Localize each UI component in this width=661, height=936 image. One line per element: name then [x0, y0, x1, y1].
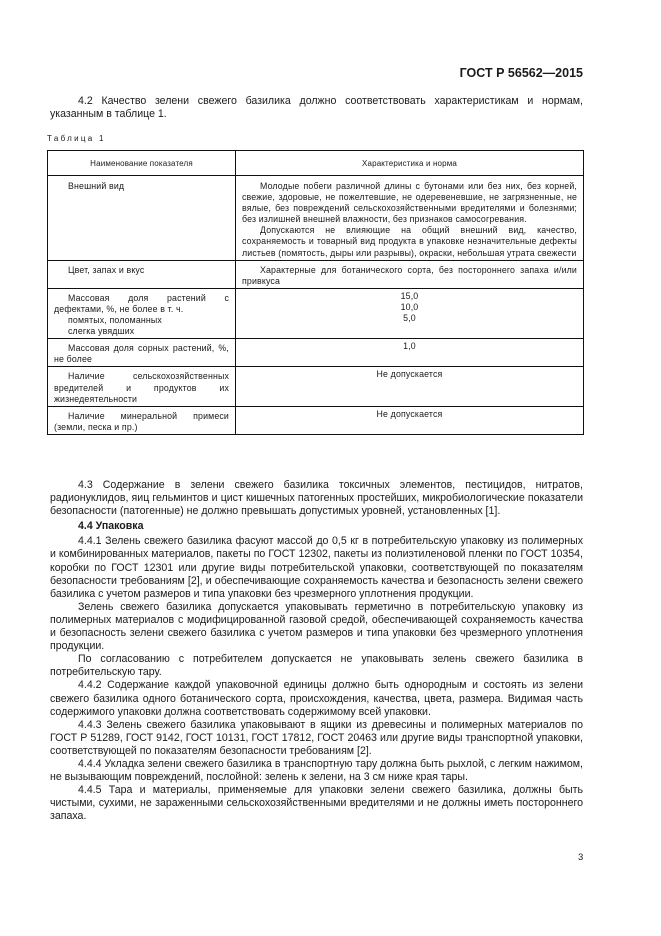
paragraph-4-4-2: 4.4.2 Содержание каждой упаковочной единицы должно быть однородным и состоять из зелени свежего базилика одного ботанического сорта, происхождения, качества, цвета, размера. Видимая часть содержимого упаковки должна соответствовать содержимому всей упаковки. [50, 679, 583, 718]
table-header-row [48, 151, 584, 176]
norm-value: 15,0 [400, 290, 419, 301]
norm-value: 1,0 [403, 341, 416, 352]
paragraph-4-4-1: 4.4.1 Зелень свежего базилика фасуют массой до 0,5 кг в потребительскую упаковку из полимерных и комбинированных материалов, пакеты по ГОСТ 12302, пакеты из полиэтиленовой пленки по ГОСТ 10354, коробки по ГОСТ 12301 или другие виды потребительской упаковки, соответствующей по показателям безопасности требованиям [2], и обеспечивающие сохраняемость качества и безопасность зелени свежего базилика с учетом размеров и типа упаковки без чрезмерного уплотнения продукции. [50, 535, 583, 600]
table-row [48, 260, 584, 288]
quality-table [47, 150, 584, 435]
page-number: 3 [578, 852, 584, 863]
norm-value: Не допускается [376, 369, 443, 380]
table-row [48, 176, 584, 261]
indicator-name: Массовая доля растений с дефектами, %, не более в т. ч. [54, 292, 229, 314]
paragraph-4-4-5: 4.4.5 Тара и материалы, применяемые для упаковки зелени свежего базилика, должны быть чистыми, сухими, не зараженными сельскохозяйственными вредителями и не должны иметь постороннего запаха. [50, 784, 583, 823]
norm-text: Допускаются не влияющие на общий внешний вид, качество, сохраняемость и товарный вид продукта в упаковке незначительные дефекты листьев (помятость, дыры или разрывы), окраски, небольшая утрата свежести [242, 225, 577, 258]
table-row [48, 339, 584, 367]
norm-value: Не допускается [376, 408, 443, 419]
paragraph-4-4-4: 4.4.4 Укладка зелени свежего базилика в транспортную тару должна быть рыхлой, с легким нажимом, не вызывающим повреждений, послойной: зелень к зелени, на 3 см ниже края тары. [50, 757, 583, 784]
section-heading-packaging: 4.4 Упаковка [78, 520, 144, 533]
table-caption: Таблица 1 [47, 134, 106, 143]
indicator-name: Внешний вид [68, 181, 125, 191]
indicator-name: Наличие минеральной примеси (земли, песка и пр.) [54, 410, 229, 432]
table-row [48, 367, 584, 406]
norm-text: Молодые побеги различной длины с бутонами или без них, без корней, свежие, здоровые, не пожелтевшие, не одеревеневшие, не загрязненные, не вялые, без повреждений сельскохозяйственными вредителями и болезнями; без излишней внешней влажности, без признаков самосогревания. [242, 181, 577, 225]
main-text [50, 479, 583, 823]
indicator-sub-item: слегка увядших [68, 326, 135, 337]
norm-text: Характерные для ботанического сорта, без постороннего запаха и/или привкуса [242, 264, 577, 286]
paragraph-4-2: 4.2 Качество зелени свежего базилика должно соответствовать характеристикам и нормам, указанным в таблице 1. [50, 95, 583, 121]
indicator-sub-item: помятых, поломанных [68, 315, 162, 326]
paragraph-4-3: 4.3 Содержание в зелени свежего базилика токсичных элементов, пестицидов, нитратов, радионуклидов, яиц гельминтов и цист кишечных патогенных простейших, микробиологические показатели безопасности (патогенные) не должно превышать допустимых уровней, установленных [1]. [50, 479, 583, 518]
table-row [48, 406, 584, 434]
paragraph-4-4-1c: По согласованию с потребителем допускается не упаковывать зелень свежего базилика в потребительскую тару. [50, 653, 583, 679]
indicator-name: Наличие сельскохозяйственных вредителей и продуктов их жизнедеятельности [54, 371, 229, 404]
table-row [48, 288, 584, 338]
document-number: ГОСТ Р 56562—2015 [459, 66, 583, 80]
norm-value: 10,0 [400, 301, 419, 312]
indicator-name: Массовая доля сорных растений, %, не более [54, 343, 229, 365]
column-header: Характеристика и норма [236, 151, 584, 176]
norm-value: 5,0 [403, 313, 416, 324]
indicator-name: Цвет, запах и вкус [68, 264, 145, 275]
paragraph-4-4-1b: Зелень свежего базилика допускается упаковывать герметично в потребительскую упаковку из полимерных материалов с модифицированной газовой средой, обеспечивающей сохраняемость качества и безопасность зелени свежего базилика с учетом размеров и типа упаковки без чрезмерного уплотнения продукции. [50, 600, 583, 653]
column-header: Наименование показателя [48, 151, 236, 176]
paragraph-4-4-3: 4.4.3 Зелень свежего базилика упаковывают в ящики из древесины и полимерных материалов по ГОСТ Р 51289, ГОСТ 9142, ГОСТ 10131, ГОСТ 17812, ГОСТ 20463 или другие виды транспортной упаковки, соответствующей по показателям безопасности требованиям [2]. [50, 718, 583, 757]
intro-block [50, 95, 583, 121]
